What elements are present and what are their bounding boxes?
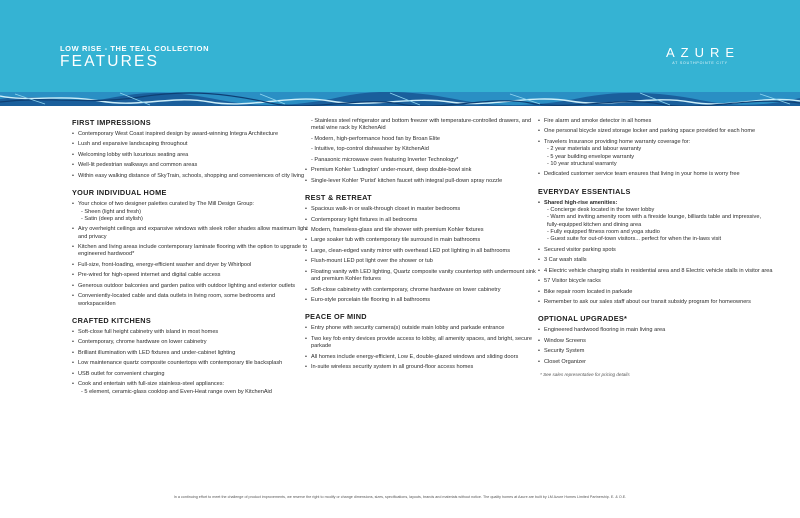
list-item: • Dedicated customer service team ensures that living in your home is worry free <box>538 171 774 178</box>
appliances-intro: Cook and entertain with full-size stainless-steel appliances: <box>78 381 225 388</box>
list-item: • In-suite wireless security system in all ground-floor access homes <box>305 364 541 371</box>
list-item: • Secured visitor parking spots <box>538 247 774 254</box>
list-item: • Kitchen and living areas include contemporary laminate flooring with the option to upgrade to engineered hardwood* <box>72 244 308 259</box>
palette-intro: Your choice of two designer palettes curated by The Mill Design Group: <box>78 201 254 208</box>
page-title: FEATURES <box>60 53 160 70</box>
list-item: • Airy overheight ceilings and expansive windows with sleek roller shades allow maximum light and privacy <box>72 226 308 241</box>
list-item: • Within easy walking distance of SkyTrain, schools, shopping and conveniences of city living <box>72 173 308 180</box>
list-item: • Single-lever Kohler 'Purist' kitchen faucet with integral pull-down spray nozzle <box>305 178 541 185</box>
list-item: • Conveniently-located cable and data outlets in living room, some bedrooms and workspace/den <box>72 293 308 308</box>
peace-of-mind-list <box>305 325 541 371</box>
appliance-cooktop: - 5 element, ceramic-glass cooktop and Even-Heat range oven by KitchenAid <box>81 388 272 395</box>
logo-wordmark: AZURE <box>665 45 741 60</box>
list-item: • Engineered hardwood flooring in main living area <box>538 327 774 334</box>
list-item: • Large soaker tub with contemporary tile surround in main bathrooms <box>305 237 541 244</box>
section-heading-individual-home: YOUR INDIVIDUAL HOME <box>72 188 167 198</box>
everyday-essentials-list <box>538 200 774 307</box>
section-heading-optional-upgrades: OPTIONAL UPGRADES* <box>538 314 628 324</box>
list-item: • 3 Car wash stalls <box>538 257 774 264</box>
features-column-3 <box>538 118 774 377</box>
decorative-wave-strip <box>0 92 800 106</box>
list-item: • Contemporary light fixtures in all bedrooms <box>305 217 541 224</box>
first-impressions-list <box>72 131 308 180</box>
section-heading-first-impressions: FIRST IMPRESSIONS <box>72 118 151 127</box>
list-item: • Closet Organizer <box>538 359 774 366</box>
section-heading-everyday-essentials: EVERYDAY ESSENTIALS <box>538 186 631 196</box>
list-item: • Modern, frameless-glass and tile shower with premium Kohler fixtures <box>305 227 541 234</box>
appliances-continued-list <box>305 118 541 185</box>
list-item: • Euro-style porcelain tile flooring in all bathrooms <box>305 297 541 304</box>
list-item: • 4 Electric vehicle charging stalls in residential area and 8 Electric vehicle stalls in visitor area <box>538 268 774 275</box>
section-heading-peace-of-mind: PEACE OF MIND <box>305 312 367 322</box>
list-item: • Brilliant illumination with LED fixtures and under-cabinet lighting <box>72 350 308 357</box>
header-banner <box>0 0 800 92</box>
list-item: • Flush-mount LED pot light over the shower or tub <box>305 258 541 265</box>
legal-disclaimer: In a continuing effort to meet the challenge of product improvements, we reserve the right to modify or change dimensions, sizes, specifications, layouts, brands and materials without notice. The quality homes at Azure are built by LM Azure Homes Limited Partnership. E. & O.E. <box>173 495 627 499</box>
warranty-item: - 2 year materials and labour warranty <box>547 146 642 153</box>
list-item: • Fire alarm and smoke detector in all homes <box>538 118 774 125</box>
list-item: • USB outlet for convenient charging <box>72 371 308 378</box>
section-heading-crafted-kitchens: CRAFTED KITCHENS <box>72 315 151 325</box>
shared-amenities-label: Shared high-rise amenities: <box>544 199 618 206</box>
features-column-1 <box>72 118 308 399</box>
amenity-item: - Concierge desk located in the tower lobby <box>547 206 655 213</box>
list-item: • Generous outdoor balconies and garden patios with outdoor lighting and exterior outlets <box>72 283 308 290</box>
amenity-item: - Warm and inviting amenity room with a fireside lounge, billiards table and impressive, fully-equipped kitchen and dining area <box>547 214 762 228</box>
warranty-intro: Travelers Insurance providing home warranty coverage for: <box>544 138 691 145</box>
crafted-kitchens-list <box>72 329 308 396</box>
safety-warranty-list <box>538 118 774 179</box>
logo-tagline: AT SOUTHPOINTE CITY <box>672 61 728 65</box>
collection-subtitle: LOW RISE - THE TEAL COLLECTION <box>60 44 210 53</box>
palette-option-sheen: - Sheen (light and fresh) <box>81 208 142 215</box>
list-item: • Low maintenance quartz composite countertops with contemporary tile backsplash <box>72 360 308 367</box>
list-item: • Contemporary West Coast inspired design by award-winning Integra Architecture <box>72 131 308 138</box>
list-item: • Soft-close cabinetry with contemporary, chrome hardware on lower cabinetry <box>305 287 541 294</box>
palette-option-satin: - Satin (deep and stylish) <box>81 215 143 222</box>
appliance-item: - Intuitive, top-control dishwasher by KitchenAid <box>311 146 429 153</box>
list-item: • Entry phone with security camera(s) outside main lobby and parkade entrance <box>305 325 541 332</box>
list-item: • Two key fob entry devices provide access to lobby, all amenity spaces, and bright, secure parkade <box>305 336 541 351</box>
list-item: • Security System <box>538 348 774 355</box>
pricing-note: * See sales representative for pricing details <box>540 372 630 378</box>
list-item: • Well-lit pedestrian walkways and common areas <box>72 162 308 169</box>
features-column-2 <box>305 118 541 375</box>
list-item: • Pre-wired for high-speed internet and digital cable access <box>72 272 308 279</box>
list-item: • Remember to ask our sales staff about our transit subsidy program for homeowners <box>538 299 774 306</box>
list-item: • 57 Visitor bicycle racks <box>538 278 774 285</box>
list-item: • Premium Kohler 'Ludington' under-mount, deep double-bowl sink <box>305 167 541 174</box>
amenity-item: - Guest suite for out-of-town visitors... perfect for when the in-laws visit <box>547 236 722 243</box>
azure-logo <box>655 45 745 65</box>
list-item: • Lush and expansive landscaping throughout <box>72 141 308 148</box>
amenity-item: - Fully equipped fitness room and yoga studio <box>547 228 660 235</box>
appliance-item: - Stainless steel refrigerator and bottom freezer with temperature-controlled drawers, and metal wine rack by KitchenAid <box>311 118 532 132</box>
rest-retreat-list <box>305 206 541 304</box>
list-item: • Soft-close full height cabinetry with island in most homes <box>72 329 308 336</box>
appliance-item: - Modern, high-performance hood fan by Broan Elite <box>311 135 441 142</box>
list-item <box>72 201 308 223</box>
list-item: • Window Screens <box>538 338 774 345</box>
list-item: • Floating vanity with LED lighting, Quartz composite vanity countertop with undermount sink and premium Kohler fixtures <box>305 269 541 284</box>
list-item <box>538 200 774 244</box>
list-item <box>72 381 308 396</box>
list-item <box>538 139 774 168</box>
section-heading-rest-retreat: REST & RETREAT <box>305 193 372 203</box>
list-item: • Contemporary, chrome hardware on lower cabinetry <box>72 339 308 346</box>
list-item: • One personal bicycle sized storage locker and parking space provided for each home <box>538 128 774 135</box>
list-item: • Full-size, front-loading, energy-efficient washer and dryer by Whirlpool <box>72 262 308 269</box>
list-item: • All homes include energy-efficient, Low E, double-glazed windows and sliding doors <box>305 354 541 361</box>
list-item: • Bike repair room located in parkade <box>538 289 774 296</box>
individual-home-list <box>72 201 308 308</box>
list-item: • Large, clean-edged vanity mirror with overhead LED pot lighting in all bathrooms <box>305 248 541 255</box>
appliance-item: - Panasonic microwave oven featuring Inverter Technology* <box>311 156 459 163</box>
list-item: • Spacious walk-in or walk-through closet in master bedrooms <box>305 206 541 213</box>
list-item: • Welcoming lobby with luxurious seating area <box>72 152 308 159</box>
warranty-item: - 5 year building envelope warranty <box>547 153 635 160</box>
warranty-item: - 10 year structural warranty <box>547 160 617 167</box>
optional-upgrades-list <box>538 327 774 366</box>
